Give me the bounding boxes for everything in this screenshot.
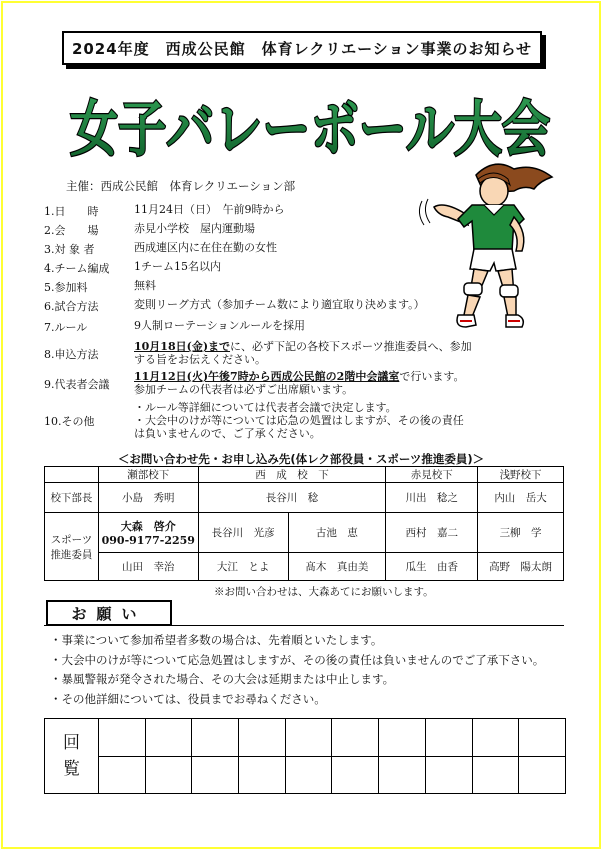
stamp-cell[interactable] bbox=[332, 719, 379, 757]
contact-note: ※お問い合わせは、大森あてにお願いします。 bbox=[214, 586, 434, 598]
request-item: ・暴風警報が発令された場合、その大会は延期または中止します。 bbox=[50, 672, 395, 686]
table-row bbox=[45, 719, 566, 757]
request-item: ・事業について参加希望者多数の場合は、先着順といたします。 bbox=[50, 633, 383, 647]
table-row bbox=[45, 483, 564, 513]
request-item: ・その他詳細については、役員までお尋ねください。 bbox=[50, 691, 326, 706]
organizer: 主催：西成公民館 体育レクリエーション部 bbox=[66, 179, 296, 193]
deadline: 10月18日(金)まで bbox=[134, 340, 231, 353]
info-label: 1.日 時 bbox=[44, 205, 99, 218]
info-value: 1チーム15名以内 bbox=[134, 260, 221, 273]
info-value: 11月24日（日） 午前9時から bbox=[134, 203, 285, 216]
info-label: 8.申込方法 bbox=[44, 348, 99, 361]
volleyball-player-illustration bbox=[414, 155, 562, 335]
lead-contact bbox=[98, 513, 198, 553]
member-name: 大江 とよ bbox=[198, 553, 288, 581]
row-label: スポーツ 推進委員 bbox=[45, 513, 99, 581]
table-row bbox=[45, 553, 564, 581]
info-label: 2.会 場 bbox=[44, 224, 99, 237]
request-item: ・大会中のけが等について応急処置はしますが、その後の責任は負いませんのでご了承下さい。 bbox=[50, 652, 545, 667]
table-row bbox=[45, 513, 564, 553]
stamp-cell[interactable] bbox=[519, 756, 566, 794]
stamp-cell[interactable] bbox=[99, 756, 146, 794]
main-title-text: 女子バレーボール大会 bbox=[70, 95, 550, 165]
school-header: 赤見校下 bbox=[386, 467, 478, 483]
head-name: 内山 岳大 bbox=[478, 483, 564, 513]
member-name: 三柳 学 bbox=[478, 513, 564, 553]
school-header: 瀬部校下 bbox=[98, 467, 198, 483]
request-list bbox=[50, 632, 544, 710]
stamp-cell[interactable] bbox=[425, 756, 472, 794]
stamp-cell[interactable] bbox=[285, 756, 332, 794]
lead-phone: 090-9177-2259 bbox=[101, 534, 195, 547]
member-name: 古池 恵 bbox=[288, 513, 386, 553]
circulation-grid bbox=[44, 718, 566, 794]
stamp-cell[interactable] bbox=[519, 719, 566, 757]
stamp-cell[interactable] bbox=[472, 756, 519, 794]
stamp-cell[interactable] bbox=[379, 756, 426, 794]
info-label: 6.試合方法 bbox=[44, 300, 99, 313]
stamp-cell[interactable] bbox=[425, 719, 472, 757]
info-value: 変則リーグ方式（参加チーム数により適宜取り決めます。） bbox=[134, 298, 425, 311]
stamp-cell[interactable] bbox=[379, 719, 426, 757]
stamp-cell[interactable] bbox=[332, 756, 379, 794]
request-divider bbox=[44, 625, 564, 626]
info-label: 9.代表者会議 bbox=[44, 378, 110, 391]
table-row bbox=[45, 467, 564, 483]
stamp-cell[interactable] bbox=[239, 719, 286, 757]
info-value: 無料 bbox=[134, 279, 156, 292]
info-value: 西成連区内に在住在勤の女性 bbox=[134, 241, 277, 254]
table-row bbox=[45, 756, 566, 794]
school-header: 西 成 校 下 bbox=[198, 467, 386, 483]
member-name: 髙木 真由美 bbox=[288, 553, 386, 581]
header-text: 2024年度 西成公民館 体育レクリエーション事業のお知らせ bbox=[71, 39, 533, 58]
stamp-cell[interactable] bbox=[145, 756, 192, 794]
contact-title: ＜お問い合わせ先・お申し込み先(体レク部役員・スポーツ推進委員)＞ bbox=[117, 452, 485, 466]
lead-name: 大森 啓介 bbox=[120, 520, 176, 533]
stamp-cell[interactable] bbox=[192, 756, 239, 794]
info-label: 5.参加料 bbox=[44, 281, 88, 294]
head-name: 川出 稔之 bbox=[386, 483, 478, 513]
info-value: 9人制ローテーションルールを採用 bbox=[134, 319, 306, 332]
info-label: 4.チーム編成 bbox=[44, 262, 110, 275]
info-value: 11月12日(火)午後7時から西成公民館の2階中会議室で行います。 参加チームの代表者は必ずご出席願います。 bbox=[134, 370, 465, 396]
stamp-cell[interactable] bbox=[192, 719, 239, 757]
stamp-cell[interactable] bbox=[285, 719, 332, 757]
stamp-cell[interactable] bbox=[145, 719, 192, 757]
info-label: 7.ルール bbox=[44, 321, 88, 334]
stamp-cell[interactable] bbox=[99, 719, 146, 757]
header-banner bbox=[62, 31, 542, 65]
member-name: 山田 幸治 bbox=[98, 553, 198, 581]
head-name: 小島 秀明 bbox=[98, 483, 198, 513]
member-name: 高野 陽太朗 bbox=[478, 553, 564, 581]
row-label: 校下部長 bbox=[45, 483, 99, 513]
request-heading: お願い bbox=[46, 600, 172, 626]
head-name: 長谷川 稔 bbox=[198, 483, 386, 513]
member-name: 長谷川 光彦 bbox=[198, 513, 288, 553]
info-label: 10.その他 bbox=[44, 415, 95, 428]
circulation-label: 回 覧 bbox=[45, 719, 99, 794]
contact-table bbox=[44, 466, 564, 581]
meeting-time: 11月12日(火)午後7時から西成公民館の2階中会議室 bbox=[134, 370, 400, 383]
info-label: 3.対 象 者 bbox=[44, 243, 95, 256]
info-value: ・ルール等詳細については代表者会議で決定します。 ・大会中のけが等については応急の処置はしますが、その後の責任は負いませんので、ご了承ください。 bbox=[134, 401, 464, 440]
stamp-cell[interactable] bbox=[239, 756, 286, 794]
school-header: 浅野校下 bbox=[478, 467, 564, 483]
member-name: 瓜生 由香 bbox=[386, 553, 478, 581]
info-value: 赤見小学校 屋内運動場 bbox=[134, 222, 255, 235]
stamp-cell[interactable] bbox=[472, 719, 519, 757]
info-value: 10月18日(金)までに、必ず下記の各校下スポーツ推進委員へ、参加する旨をお伝えください。 bbox=[134, 340, 472, 366]
member-name: 西村 嘉二 bbox=[386, 513, 478, 553]
